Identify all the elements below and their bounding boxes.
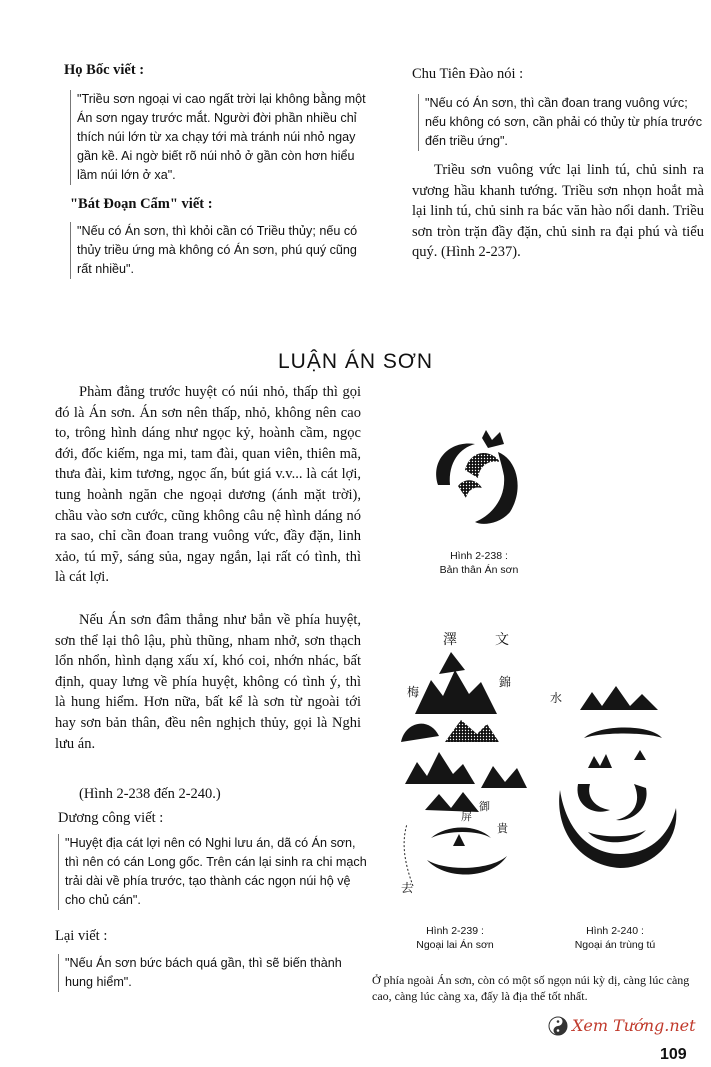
- heading-chu-tien-dao: Chu Tiên Đào nói :: [412, 66, 524, 82]
- quote-lai-viet-text: "Nếu Án sơn bức bách quá gần, thì sẽ biến thành hung hiểm".: [65, 956, 342, 989]
- figure-2-238-mountain-drawing: [420, 430, 540, 530]
- quote-duong-cong: [58, 834, 369, 910]
- quote-ho-boc-text: "Triều sơn ngoại vi cao ngất trời lại không bằng một Án sơn ngay trước mắt. Người đời phần nhiều chỉ thích núi lớn từ xa chạy tới mà tránh núi nhỏ ngay gần kề. Ai ngờ biết rõ núi nhỏ ở gần còn hơn hiểu lầm núi lớn ở xa".: [77, 92, 366, 182]
- glyph-wen: 文: [495, 633, 509, 648]
- glyph-bing: 屏: [461, 811, 472, 823]
- glyph-ze: 澤: [443, 633, 457, 648]
- glyph-mei: 梅: [407, 685, 420, 699]
- heading-bat-doan-cam: "Bát Đoạn Cẩm" viết :: [70, 196, 213, 212]
- paragraph-trieu-son: Triều sơn vuông vức lại linh tú, chủ sinh ra vương hầu khanh tướng. Triều sơn nhọn hoắt mà lại linh tú, chủ sinh ra bác văn hào nổi danh. Triều sơn tròn trặn đầy đặn, chủ sinh ra đại phú và tiểu quý. (Hình 2-237).: [412, 162, 704, 261]
- quote-ho-boc: [70, 90, 369, 185]
- yin-yang-icon: [548, 1016, 568, 1036]
- paragraph-main-2: Nếu Án sơn đâm thẳng như bắn về phía huyệt, sơn thể lại thô lậu, phù thũng, nham nhở, sơn thạch lổn nhổn, hình dạng xấu xí, khó coi, nhớn nhác, bất định, quay lưng về phía huyệt, không có tình ý, thì là hung hiểm. Hơn nữa, bất kể là sơn từ ngoài tới hay sơn bản thân, đều nên nghịch thủy, gọi là Nghi lưu án.: [55, 612, 361, 752]
- figure-2-239-mountain-drawing: [395, 624, 535, 894]
- page-number: 109: [660, 1046, 687, 1063]
- figure-2-240-caption: Ngoại án trùng tú: [574, 939, 656, 951]
- glyph-jin: 錦: [499, 675, 512, 689]
- paragraph-main-1: Phàm đằng trước huyệt có núi nhỏ, thấp thì gọi đó là Án sơn. Án sơn nên thấp, nhỏ, không nên cao to, trông hình dáng như ngọc kỷ, hoành cầm, ngọc đới, đốc kiếm, nga mi, tam đài, quan viên, thiên mã, thưa đài, kim tương, ngọc ấn, bút giá v.v... là cát lợi, tung hoành ngăn che ngoại dương (ánh mặt trời), chầu vào sơn cước, cũng không câu nệ hình dáng nó ra sao, chỉ cần đoan trang vuông vức, đầy đặn, linh xảo, tú mỹ, sáng sủa, ngay ngắn, lại rất có tình, thì là cát lợi.: [55, 384, 361, 586]
- figure-2-239-caption: Ngoại lai Án sơn: [416, 939, 494, 951]
- figure-2-240-number: Hình 2-240 :: [586, 925, 644, 937]
- figure-2-239-number: Hình 2-239 :: [426, 925, 484, 937]
- heading-duong-cong: Dương công viết :: [58, 810, 164, 826]
- section-title: LUẬN ÁN SƠN: [277, 350, 434, 373]
- heading-lai-viet: Lại viết :: [55, 928, 108, 944]
- quote-bat-doan-cam-text: "Nếu có Án sơn, thì khỏi cần có Triều thủy; nếu có thủy triều ứng mà không có Án sơn, phú quý cũng rất nhiều".: [77, 224, 358, 276]
- figure-note: Ở phía ngoài Án sơn, còn có một số ngọn núi kỳ dị, càng lúc càng cao, càng lúc càng xa, đấy là địa thế tốt nhất.: [372, 973, 690, 1003]
- figure-2-238-caption: Bản thân Án sơn: [439, 564, 519, 576]
- watermark: [548, 1014, 703, 1038]
- figure-2-240-mountain-drawing: [550, 680, 690, 890]
- paragraph-figure-ref: (Hình 2-238 đến 2-240.): [79, 786, 221, 802]
- glyph-shui: 水: [550, 691, 563, 705]
- glyph-gui: 貴: [497, 823, 508, 835]
- quote-duong-cong-text: "Huyệt địa cát lợi nên có Nghi lưu án, dã có Án sơn, thì nên có cán Long gốc. Trên cán lại sinh ra chi mạch trải dài về phía trước, tạo thành các ngọn núi hộ vệ cho chủ cán".: [65, 836, 367, 907]
- glyph-yu: 御: [479, 801, 490, 813]
- quote-chu-tien-dao-text: "Nếu có Án sơn, thì cần đoan trang vuông vức; nếu không có sơn, cần phải có thủy từ phía trước đến triều ứng".: [425, 96, 703, 148]
- watermark-text: Xem Tướng.net: [572, 1016, 696, 1035]
- heading-ho-boc: Họ Bốc viết :: [64, 62, 145, 78]
- glyph-qu: 去: [401, 881, 414, 895]
- quote-bat-doan-cam: [70, 222, 369, 279]
- quote-lai-viet: [58, 954, 369, 992]
- quote-chu-tien-dao: [418, 94, 710, 151]
- figure-2-238-number: Hình 2-238 :: [450, 550, 508, 562]
